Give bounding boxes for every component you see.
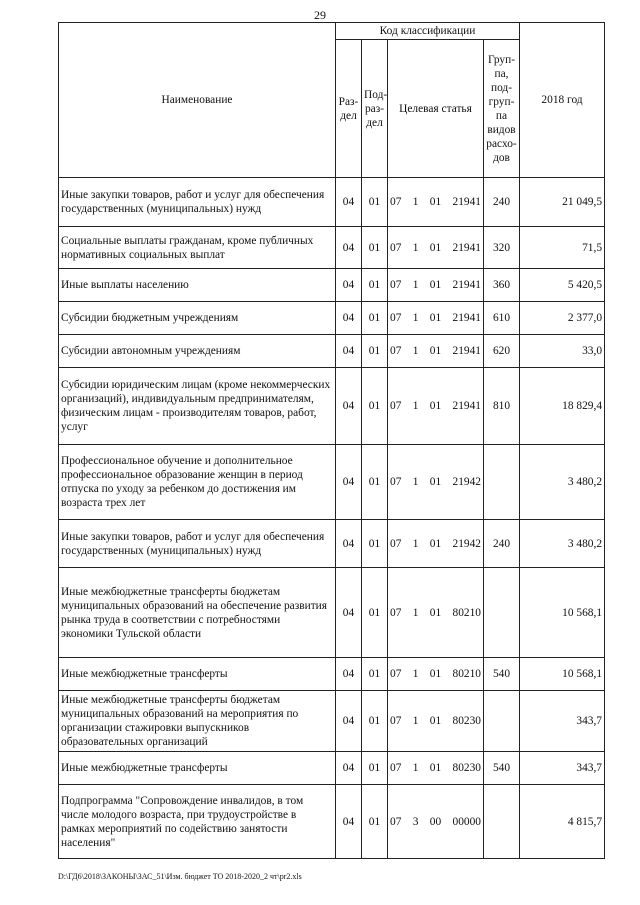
target-part-3: 01 (429, 279, 442, 291)
table-row (59, 302, 605, 335)
row-amount: 4 815,7 (520, 785, 605, 859)
page-number: 29 (314, 8, 326, 22)
table-row (59, 269, 605, 302)
row-target (388, 368, 484, 445)
row-name: Субсидии юридическим лицам (кроме некоммерческих организаций), индивидуальным предпринимателям, физическим лицам - производителям товаров, работ, услуг (59, 368, 336, 445)
row-amount: 33,0 (520, 335, 605, 368)
row-razdel: 04 (336, 520, 362, 568)
target-part-1: 07 (390, 476, 402, 488)
row-name: Субсидии бюджетным учреждениям (59, 302, 336, 335)
row-group: 610 (484, 302, 520, 335)
header-razdel: Раз-дел (336, 40, 362, 178)
row-podrazdel: 01 (362, 178, 388, 227)
target-part-1: 07 (390, 312, 402, 324)
row-group: 540 (484, 658, 520, 691)
row-amount: 343,7 (520, 752, 605, 785)
row-podrazdel: 01 (362, 227, 388, 269)
row-podrazdel: 01 (362, 691, 388, 752)
row-group (484, 691, 520, 752)
table-row (59, 658, 605, 691)
row-podrazdel: 01 (362, 752, 388, 785)
table-row (59, 568, 605, 658)
row-razdel: 04 (336, 269, 362, 302)
row-target (388, 691, 484, 752)
row-podrazdel: 01 (362, 568, 388, 658)
target-part-3: 01 (429, 345, 442, 357)
row-razdel: 04 (336, 568, 362, 658)
row-razdel: 04 (336, 178, 362, 227)
row-podrazdel: 01 (362, 445, 388, 520)
row-group: 320 (484, 227, 520, 269)
target-part-4: 80230 (452, 715, 481, 727)
target-part-4: 21941 (452, 241, 481, 254)
table-row (59, 752, 605, 785)
target-part-1: 07 (390, 715, 402, 727)
row-group: 810 (484, 368, 520, 445)
row-podrazdel: 01 (362, 368, 388, 445)
target-part-3: 01 (429, 400, 442, 412)
row-name: Субсидии автономным учреждениям (59, 335, 336, 368)
row-group (484, 445, 520, 520)
row-razdel: 04 (336, 368, 362, 445)
target-part-4: 21941 (452, 312, 481, 324)
row-name: Иные закупки товаров, работ и услуг для обеспечения государственных (муниципальных) нужд (59, 520, 336, 568)
row-amount: 343,7 (520, 691, 605, 752)
target-part-1: 07 (390, 815, 402, 828)
row-name: Подпрограмма "Сопровождение инвалидов, в том числе молодого возраста, при трудоустройстве в рамках мероприятий по содействию занятости населения" (59, 785, 336, 859)
target-part-2: 1 (412, 606, 419, 619)
row-group: 360 (484, 269, 520, 302)
row-podrazdel: 01 (362, 335, 388, 368)
target-part-3: 00 (429, 815, 442, 828)
table-row (59, 178, 605, 227)
row-target (388, 269, 484, 302)
table-row (59, 520, 605, 568)
header-row-top (59, 23, 605, 40)
row-target (388, 658, 484, 691)
row-name: Иные межбюджетные трансферты бюджетам муниципальных образований на мероприятия по организации стажировки выпускников образовательных организаций (59, 691, 336, 752)
row-podrazdel: 01 (362, 785, 388, 859)
row-name: Иные межбюджетные трансферты (59, 752, 336, 785)
row-target (388, 178, 484, 227)
row-group (484, 568, 520, 658)
target-part-1: 07 (390, 400, 402, 412)
row-amount: 71,5 (520, 227, 605, 269)
target-part-3: 01 (429, 668, 442, 680)
row-target (388, 227, 484, 269)
header-podrazdel: Под-раз-дел (362, 40, 388, 178)
target-part-2: 1 (412, 762, 419, 774)
row-target (388, 520, 484, 568)
row-target (388, 445, 484, 520)
row-podrazdel: 01 (362, 658, 388, 691)
table-row (59, 335, 605, 368)
row-razdel: 04 (336, 658, 362, 691)
row-name: Иные межбюджетные трансферты бюджетам муниципальных образований на обеспечение развития рынка труда в соответствии с потребностями экономики Тульской области (59, 568, 336, 658)
target-part-1: 07 (390, 606, 402, 619)
row-group: 620 (484, 335, 520, 368)
target-part-3: 01 (429, 537, 442, 550)
header-code-group: Код классификации (336, 23, 520, 40)
target-part-2: 1 (412, 279, 419, 291)
row-name: Иные закупки товаров, работ и услуг для обеспечения государственных (муниципальных) нужд (59, 178, 336, 227)
target-part-2: 1 (412, 345, 419, 357)
target-part-2: 1 (412, 196, 419, 208)
row-razdel: 04 (336, 302, 362, 335)
row-name: Иные выплаты населению (59, 269, 336, 302)
target-part-4: 21942 (452, 476, 481, 488)
target-part-4: 80210 (452, 606, 481, 619)
target-part-4: 21942 (452, 537, 481, 550)
target-part-3: 01 (429, 476, 442, 488)
row-name: Профессиональное обучение и дополнительное профессиональное образование женщин в период отпуска по уходу за ребенком до достижения им возраста трех лет (59, 445, 336, 520)
row-podrazdel: 01 (362, 269, 388, 302)
target-part-2: 1 (412, 715, 419, 727)
row-amount: 21 049,5 (520, 178, 605, 227)
target-part-3: 01 (429, 715, 442, 727)
target-part-4: 21941 (452, 345, 481, 357)
target-part-4: 21941 (452, 196, 481, 208)
row-group: 540 (484, 752, 520, 785)
row-razdel: 04 (336, 227, 362, 269)
target-part-4: 21941 (452, 400, 481, 412)
target-part-1: 07 (390, 196, 402, 208)
row-amount: 5 420,5 (520, 269, 605, 302)
table-row (59, 691, 605, 752)
row-amount: 10 568,1 (520, 658, 605, 691)
target-part-2: 1 (412, 537, 419, 550)
target-part-2: 3 (412, 815, 419, 828)
row-razdel: 04 (336, 691, 362, 752)
row-podrazdel: 01 (362, 520, 388, 568)
target-part-4: 21941 (452, 279, 481, 291)
row-target (388, 752, 484, 785)
row-group: 240 (484, 178, 520, 227)
row-group (484, 785, 520, 859)
row-amount: 18 829,4 (520, 368, 605, 445)
row-name: Иные межбюджетные трансферты (59, 658, 336, 691)
target-part-3: 01 (429, 762, 442, 774)
table-row (59, 445, 605, 520)
row-amount: 10 568,1 (520, 568, 605, 658)
row-razdel: 04 (336, 335, 362, 368)
target-part-3: 01 (429, 241, 442, 254)
target-part-3: 01 (429, 196, 442, 208)
row-group: 240 (484, 520, 520, 568)
row-target (388, 785, 484, 859)
target-part-2: 1 (412, 241, 419, 254)
row-razdel: 04 (336, 752, 362, 785)
row-razdel: 04 (336, 785, 362, 859)
target-part-4: 80230 (452, 762, 481, 774)
row-amount: 3 480,2 (520, 520, 605, 568)
row-amount: 3 480,2 (520, 445, 605, 520)
target-part-1: 07 (390, 241, 402, 254)
row-razdel: 04 (336, 445, 362, 520)
header-name: Наименование (59, 23, 336, 178)
header-year: 2018 год (520, 23, 605, 178)
row-name: Социальные выплаты гражданам, кроме публичных нормативных социальных выплат (59, 227, 336, 269)
target-part-4: 80210 (452, 668, 481, 680)
table-row (59, 368, 605, 445)
budget-table (58, 22, 605, 859)
table-row (59, 785, 605, 859)
target-part-2: 1 (412, 312, 419, 324)
row-amount: 2 377,0 (520, 302, 605, 335)
row-target (388, 302, 484, 335)
row-target (388, 568, 484, 658)
target-part-2: 1 (412, 400, 419, 412)
target-part-1: 07 (390, 668, 402, 680)
target-part-2: 1 (412, 668, 419, 680)
table-row (59, 227, 605, 269)
header-group: Груп-па, под-груп-па видов расхо-дов (484, 40, 520, 178)
target-part-2: 1 (412, 476, 419, 488)
header-target: Целевая статья (388, 40, 484, 178)
target-part-1: 07 (390, 537, 402, 550)
target-part-1: 07 (390, 762, 402, 774)
row-target (388, 335, 484, 368)
target-part-1: 07 (390, 279, 402, 291)
target-part-1: 07 (390, 345, 402, 357)
file-path-footer: D:\ГД6\2018\ЗАКОНЫ\ЗАС_51\Изм. бюджет ТО 2018-2020_2 чт\pr2.xls (58, 872, 302, 881)
target-part-3: 01 (429, 312, 442, 324)
target-part-4: 00000 (452, 815, 481, 828)
row-podrazdel: 01 (362, 302, 388, 335)
target-part-3: 01 (429, 606, 442, 619)
